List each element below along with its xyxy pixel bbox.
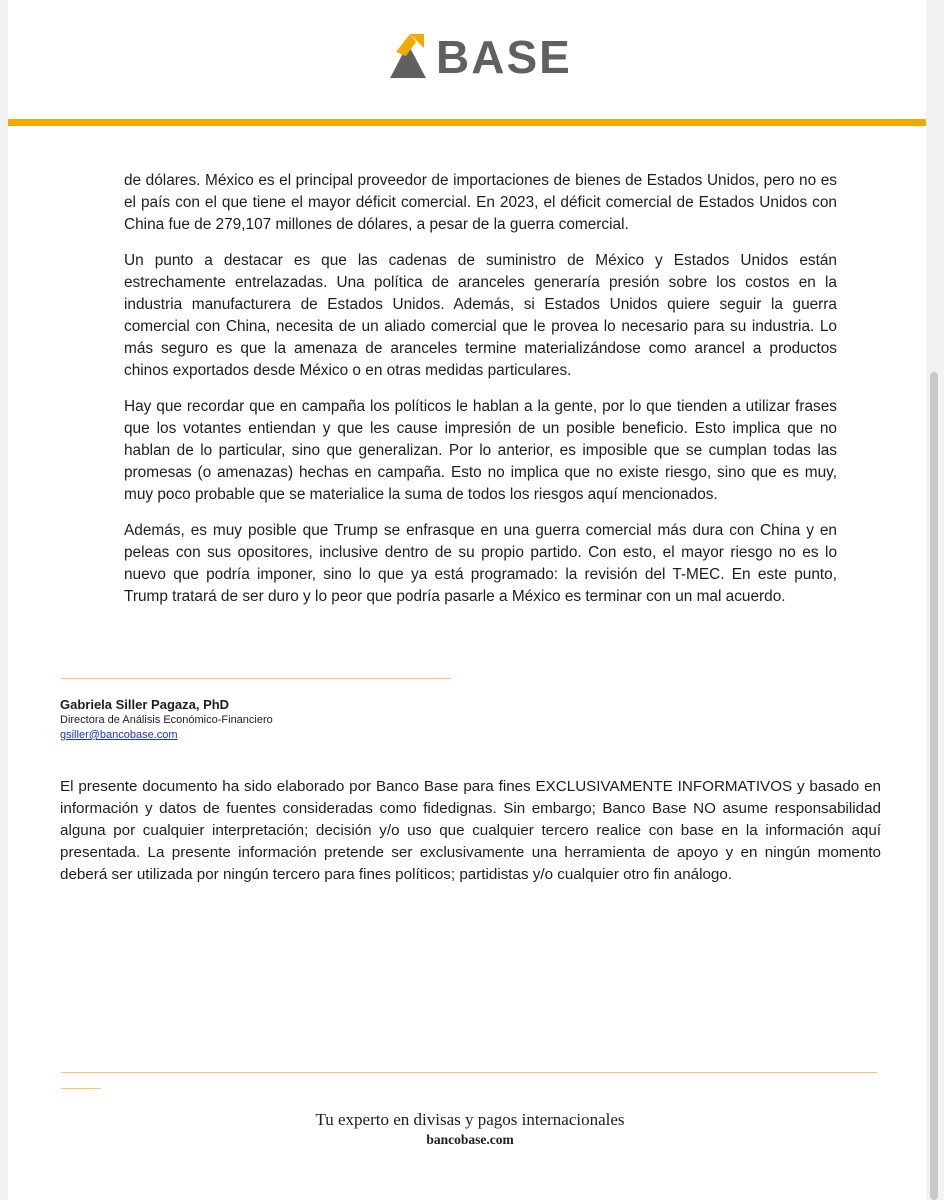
author-title: Directora de Análisis Económico-Financiero	[60, 714, 273, 726]
footer-divider-short	[61, 1088, 101, 1089]
signature-divider	[61, 678, 451, 679]
footer-divider	[61, 1072, 877, 1073]
document-page	[8, 0, 926, 1200]
footer-website: bancobase.com	[426, 1132, 514, 1147]
bancobase-logo	[386, 30, 586, 86]
footer-tagline: Tu experto en divisas y pagos internacionales	[315, 1110, 625, 1129]
logo-wordmark: BASE	[436, 31, 572, 83]
header-accent-rule	[8, 119, 926, 126]
base-pyramid-logo-icon	[386, 30, 430, 80]
legal-disclaimer: El presente documento ha sido elaborado por Banco Base para fines EXCLUSIVAMENTE INFORMATIVOS y basado en información y datos de fuentes consideradas como fidedignas. Sin embargo; Banco Base NO asume responsabilidad alguna por cualquier interpretación; decisión y/o uso que cualquier tercero realice con base en la información aquí presentada. La presente información pretende ser exclusivamente una herramienta de apoyo y en ningún momento deberá ser utilizada por ningún tercero para fines políticos; partidistas y/o cualquier otro fin análogo.	[60, 778, 881, 883]
vertical-scrollbar[interactable]	[930, 372, 938, 1200]
author-name: Gabriela Siller Pagaza, PhD	[60, 697, 230, 712]
paragraph: de dólares. México es el principal proveedor de importaciones de bienes de Estados Unidos, pero no es el país con el que tiene el mayor déficit comercial. En 2023, el déficit comercial de Estados Unidos con China fue de 279,107 millones de dólares, a pesar de la guerra comercial.	[124, 172, 837, 233]
paragraph: Un punto a destacar es que las cadenas de suministro de México y Estados Unidos están estrechamente entrelazadas. Una política de aranceles generaría presión sobre los costos en la industria manufacturera de Estados Unidos. Además, si Estados Unidos quiere seguir la guerra comercial con China, necesita de un aliado comercial que le provea lo necesario para su industria. Lo más seguro es que la amenaza de aranceles termine materializándose como arancel a productos chinos exportados desde México o en otras medidas particulares.	[124, 252, 837, 379]
paragraph: Hay que recordar que en campaña los políticos le hablan a la gente, por lo que tienden a utilizar frases que los votantes entiendan y que les cause impresión de un posible beneficio. Esto implica que no hablan de lo particular, sino que generalizan. Por lo anterior, es imposible que se cumplan todas las promesas (o amenazas) hechas en campaña. Esto no implica que no existe riesgo, sino que es muy, muy poco probable que se materialice la suma de todos los riesgos aquí mencionados.	[124, 398, 837, 503]
author-email-link[interactable]: gsiller@bancobase.com	[60, 729, 178, 741]
article-body	[124, 170, 837, 622]
paragraph: Además, es muy posible que Trump se enfrasque en una guerra comercial más dura con China y en peleas con sus opositores, inclusive dentro de su propio partido. Con esto, el mayor riesgo no es lo nuevo que podría imponer, sino lo que ya está programado: la revisión del T-MEC. En este punto, Trump tratará de ser duro y lo peor que podría pasarle a México es terminar con un mal acuerdo.	[124, 522, 837, 605]
